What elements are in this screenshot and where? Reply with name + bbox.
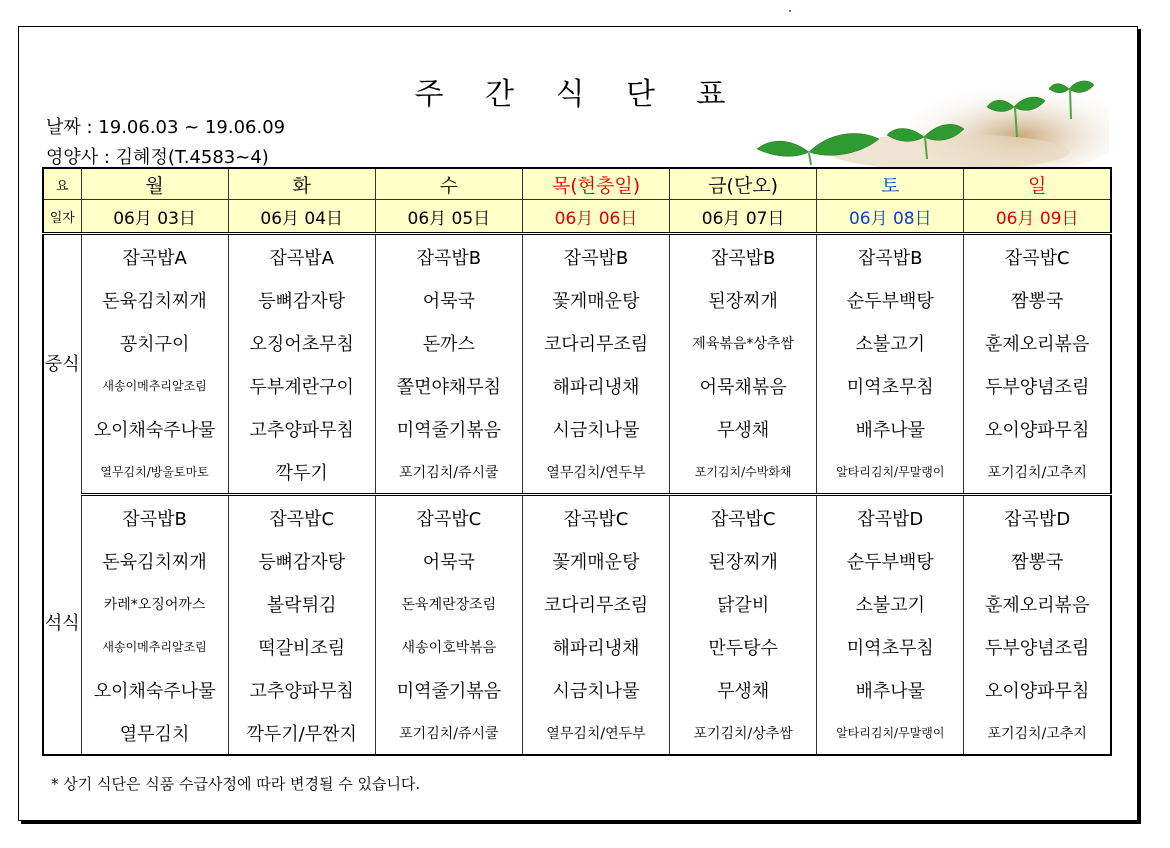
dinner-row <box>43 625 1111 668</box>
dinner-item: 미역초무침 <box>817 625 964 668</box>
lunch-item: 소불고기 <box>817 321 964 364</box>
lunch-item: 포기김치/고추지 <box>964 450 1111 495</box>
header-label: 요 <box>43 168 81 200</box>
day-mon: 월 <box>81 168 228 200</box>
lunch-row <box>43 234 1111 279</box>
dinner-row <box>43 539 1111 582</box>
date-sat: 06月 08日 <box>817 200 964 234</box>
lunch-item: 포기김치/쥬시쿨 <box>375 450 522 495</box>
date-wed: 06月 05日 <box>375 200 522 234</box>
dinner-item: 두부양념조림 <box>964 625 1111 668</box>
dinner-item: 훈제오리볶음 <box>964 582 1111 625</box>
lunch-item: 순두부백탕 <box>817 278 964 321</box>
lunch-item: 미역줄기볶음 <box>375 407 522 450</box>
dinner-item: 만두탕수 <box>670 625 817 668</box>
dinner-item: 오이채숙주나물 <box>81 668 228 711</box>
dinner-item: 무생채 <box>670 668 817 711</box>
dinner-item: 포기김치/쥬시쿨 <box>375 711 522 755</box>
dinner-item: 잡곡밥B <box>81 495 228 540</box>
day-tue: 화 <box>228 168 375 200</box>
dinner-item: 돈육계란장조림 <box>375 582 522 625</box>
dinner-item: 포기김치/상추쌈 <box>670 711 817 755</box>
dinner-item: 새송이메추리알조림 <box>81 625 228 668</box>
blue-dot <box>789 10 791 12</box>
lunch-item: 어묵국 <box>375 278 522 321</box>
lunch-item: 된장찌개 <box>670 278 817 321</box>
day-header-row <box>43 168 1111 200</box>
sprout-illustration <box>749 67 1109 167</box>
lunch-item: 제육볶음*상추쌈 <box>670 321 817 364</box>
day-fri: 금(단오) <box>670 168 817 200</box>
lunch-item: 두부양념조림 <box>964 364 1111 407</box>
dinner-item: 고추양파무침 <box>228 668 375 711</box>
lunch-item: 잡곡밥A <box>228 234 375 279</box>
lunch-item: 짬뽕국 <box>964 278 1111 321</box>
menu-sheet <box>18 26 1138 821</box>
dinner-item: 볼락튀김 <box>228 582 375 625</box>
dinner-row <box>43 582 1111 625</box>
lunch-item: 열무김치/방울토마토 <box>81 450 228 495</box>
lunch-item: 무생채 <box>670 407 817 450</box>
lunch-item: 고추양파무침 <box>228 407 375 450</box>
date-tue: 06月 04日 <box>228 200 375 234</box>
dinner-item: 오이양파무침 <box>964 668 1111 711</box>
lunch-item: 배추나물 <box>817 407 964 450</box>
dinner-item: 꽃게매운탕 <box>522 539 669 582</box>
date-row <box>43 200 1111 234</box>
lunch-item: 훈제오리볶음 <box>964 321 1111 364</box>
dinner-item: 소불고기 <box>817 582 964 625</box>
date-range: 날짜 : 19.06.03 ~ 19.06.09 <box>46 117 286 138</box>
dinner-label: 석식 <box>44 613 80 635</box>
lunch-item: 새송이메추리알조림 <box>81 364 228 407</box>
lunch-item: 돈육김치찌개 <box>81 278 228 321</box>
lunch-row <box>43 364 1111 407</box>
nutritionist: 영양사 : 김혜정(T.4583~4) <box>46 147 269 168</box>
weekly-menu-table <box>42 167 1112 756</box>
lunch-item: 포기김치/수박화채 <box>670 450 817 495</box>
dinner-item: 떡갈비조림 <box>228 625 375 668</box>
dinner-item: 등뼈감자탕 <box>228 539 375 582</box>
lunch-item: 깍두기 <box>228 450 375 495</box>
dinner-item: 어묵국 <box>375 539 522 582</box>
day-thu: 목(현충일) <box>522 168 669 200</box>
dinner-item: 잡곡밥D <box>964 495 1111 540</box>
lunch-item: 잡곡밥A <box>81 234 228 279</box>
lunch-item: 알타리김치/무말랭이 <box>817 450 964 495</box>
lunch-label: 중식 <box>44 353 80 375</box>
dinner-item: 잡곡밥D <box>817 495 964 540</box>
dinner-item: 열무김치/연두부 <box>522 711 669 755</box>
dinner-item: 코다리무조림 <box>522 582 669 625</box>
dinner-item: 미역줄기볶음 <box>375 668 522 711</box>
lunch-row <box>43 278 1111 321</box>
dinner-item: 짬뽕국 <box>964 539 1111 582</box>
dinner-item: 잡곡밥C <box>228 495 375 540</box>
lunch-item: 두부계란구이 <box>228 364 375 407</box>
lunch-item: 미역초무침 <box>817 364 964 407</box>
lunch-item: 잡곡밥C <box>964 234 1111 279</box>
dinner-item: 돈육김치찌개 <box>81 539 228 582</box>
day-sat: 토 <box>817 168 964 200</box>
lunch-item: 열무김치/연두부 <box>522 450 669 495</box>
dinner-item: 포기김치/고추지 <box>964 711 1111 755</box>
dinner-item: 닭갈비 <box>670 582 817 625</box>
lunch-item: 등뼈감자탕 <box>228 278 375 321</box>
day-wed: 수 <box>375 168 522 200</box>
lunch-item: 쫄면야채무침 <box>375 364 522 407</box>
dinner-item: 깍두기/무짠지 <box>228 711 375 755</box>
lunch-row <box>43 321 1111 364</box>
dinner-item: 시금치나물 <box>522 668 669 711</box>
dinner-item: 열무김치 <box>81 711 228 755</box>
lunch-item: 오이채숙주나물 <box>81 407 228 450</box>
lunch-item: 잡곡밥B <box>670 234 817 279</box>
dinner-item: 순두부백탕 <box>817 539 964 582</box>
lunch-item: 어묵채볶음 <box>670 364 817 407</box>
dinner-row <box>43 668 1111 711</box>
dinner-item: 해파리냉채 <box>522 625 669 668</box>
dinner-item: 잡곡밥C <box>375 495 522 540</box>
lunch-item: 시금치나물 <box>522 407 669 450</box>
date-thu: 06月 06日 <box>522 200 669 234</box>
lunch-item: 꽁치구이 <box>81 321 228 364</box>
dinner-item: 잡곡밥C <box>670 495 817 540</box>
dinner-row <box>43 495 1111 540</box>
dinner-item: 카레*오징어까스 <box>81 582 228 625</box>
lunch-item: 잡곡밥B <box>522 234 669 279</box>
date-sun: 06月 09日 <box>964 200 1111 234</box>
date-mon: 06月 03日 <box>81 200 228 234</box>
lunch-item: 코다리무조림 <box>522 321 669 364</box>
lunch-item: 잡곡밥B <box>817 234 964 279</box>
lunch-item: 꽃게매운탕 <box>522 278 669 321</box>
page-title: 주 간 식 단 표 <box>414 77 742 112</box>
dinner-item: 잡곡밥C <box>522 495 669 540</box>
lunch-row <box>43 407 1111 450</box>
date-label: 일자 <box>43 200 81 234</box>
lunch-item: 오징어초무침 <box>228 321 375 364</box>
dinner-row <box>43 711 1111 755</box>
footnote: * 상기 식단은 식품 수급사정에 따라 변경될 수 있습니다. <box>51 775 421 793</box>
lunch-row <box>43 450 1111 495</box>
lunch-item: 해파리냉채 <box>522 364 669 407</box>
lunch-item: 돈까스 <box>375 321 522 364</box>
day-sun: 일 <box>964 168 1111 200</box>
dinner-item: 알타리김치/무말랭이 <box>817 711 964 755</box>
dinner-item: 된장찌개 <box>670 539 817 582</box>
dinner-item: 배추나물 <box>817 668 964 711</box>
date-fri: 06月 07日 <box>670 200 817 234</box>
dinner-item: 새송이호박볶음 <box>375 625 522 668</box>
lunch-item: 잡곡밥B <box>375 234 522 279</box>
lunch-item: 오이양파무침 <box>964 407 1111 450</box>
